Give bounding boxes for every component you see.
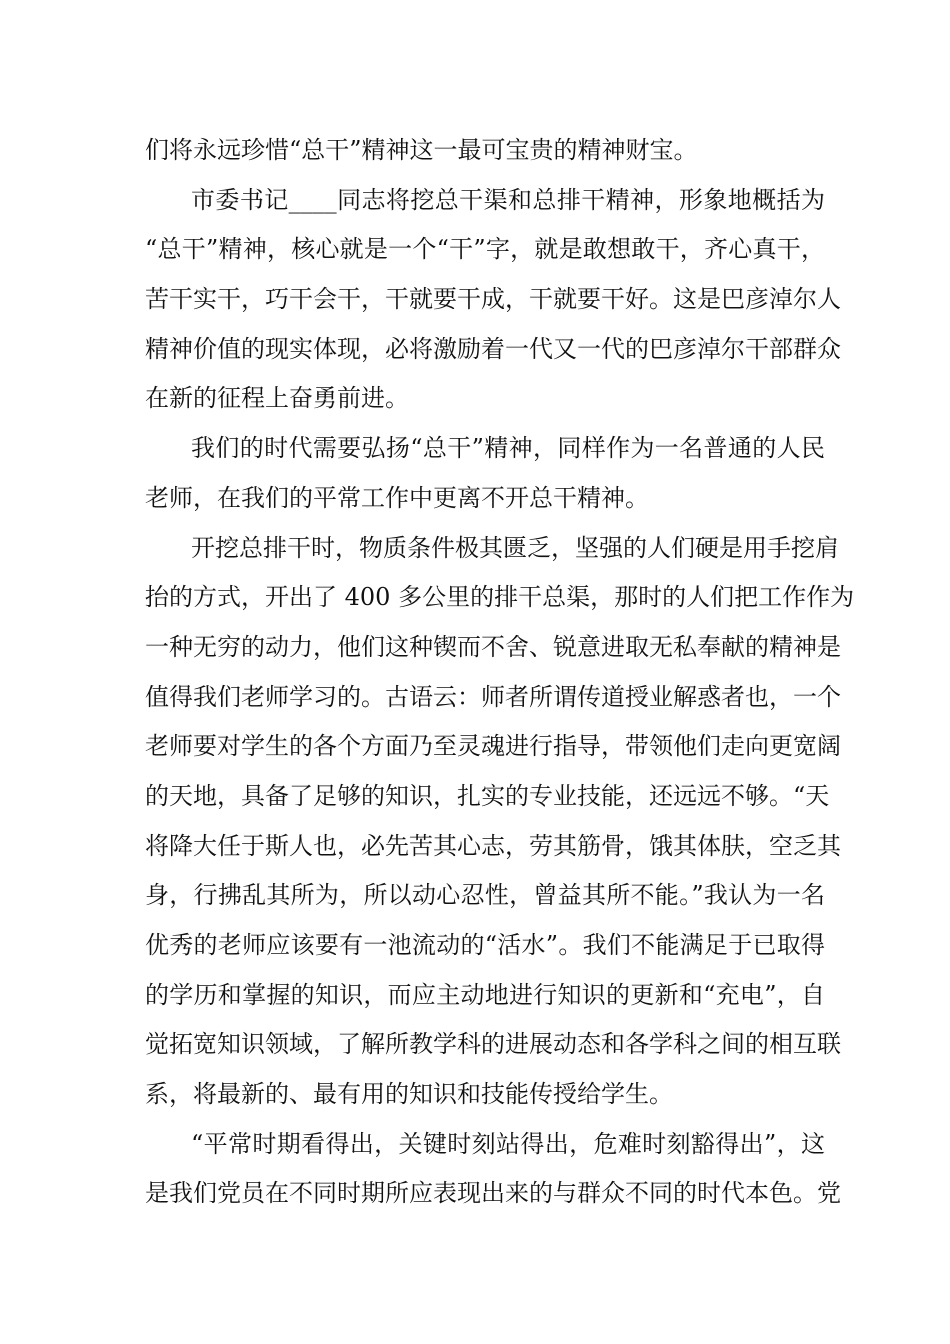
text-line: 苦干实干，巧干会干，干就要干成，干就要干好。这是巴彦淖尔人 bbox=[145, 285, 841, 314]
text-line: “平常时期看得出，关键时刻站得出，危难时刻豁得出”，这 bbox=[191, 1129, 825, 1158]
text-line: 的学历和掌握的知识，而应主动地进行知识的更新和“充电”，自 bbox=[145, 980, 825, 1009]
text-line: 我们的时代需要弘扬“总干”精神，同样作为一名普通的人民 bbox=[191, 434, 825, 463]
text-line: 将降大任于斯人也，必先苦其心志，劳其筋骨，饿其体肤，空乏其 bbox=[145, 831, 841, 860]
text-line: 抬的方式，开出了 400 多公里的排干总渠，那时的人们把工作作为 bbox=[145, 583, 855, 612]
text-line: 们将永远珍惜“总干”精神这一最可宝贵的精神财宝。 bbox=[145, 136, 698, 164]
text-line: 开挖总排干时，物质条件极其匮乏，坚强的人们硬是用手挖肩 bbox=[191, 533, 839, 562]
text-line: “总干”精神，核心就是一个“干”字，就是敢想敢干，齐心真干， bbox=[145, 235, 825, 264]
text-line: 精神价值的现实体现，必将激励着一代又一代的巴彦淖尔干部群众 bbox=[145, 334, 841, 363]
text-line: 系，将最新的、最有用的知识和技能传授给学生。 bbox=[145, 1080, 673, 1109]
body-text bbox=[145, 126, 855, 1219]
text-line: 老师要对学生的各个方面乃至灵魂进行指导，带领他们走向更宽阔 bbox=[145, 732, 841, 761]
text-line: 觉拓宽知识领域，了解所教学科的进展动态和各学科之间的相互联 bbox=[145, 1030, 841, 1059]
text-line: 一种无穷的动力，他们这种锲而不舍、锐意进取无私奉献的精神是 bbox=[145, 632, 841, 661]
text-line: 优秀的老师应该要有一池流动的“活水”。我们不能满足于已取得 bbox=[145, 931, 825, 959]
text-line: 市委书记____同志将挖总干渠和总排干精神，形象地概括为 bbox=[191, 185, 825, 214]
text-line: 老师，在我们的平常工作中更离不开总干精神。 bbox=[145, 483, 649, 512]
text-line: 的天地，具备了足够的知识，扎实的专业技能，还远远不够。“天 bbox=[145, 781, 830, 810]
text-line: 是我们党员在不同时期所应表现出来的与群众不同的时代本色。党 bbox=[145, 1179, 841, 1208]
text-line: 身，行拂乱其所为，所以动心忍性，曾益其所不能。”我认为一名 bbox=[145, 881, 825, 910]
text-line: 值得我们老师学习的。古语云：师者所谓传道授业解惑者也，一个 bbox=[145, 682, 841, 711]
text-line: 在新的征程上奋勇前进。 bbox=[145, 384, 409, 413]
